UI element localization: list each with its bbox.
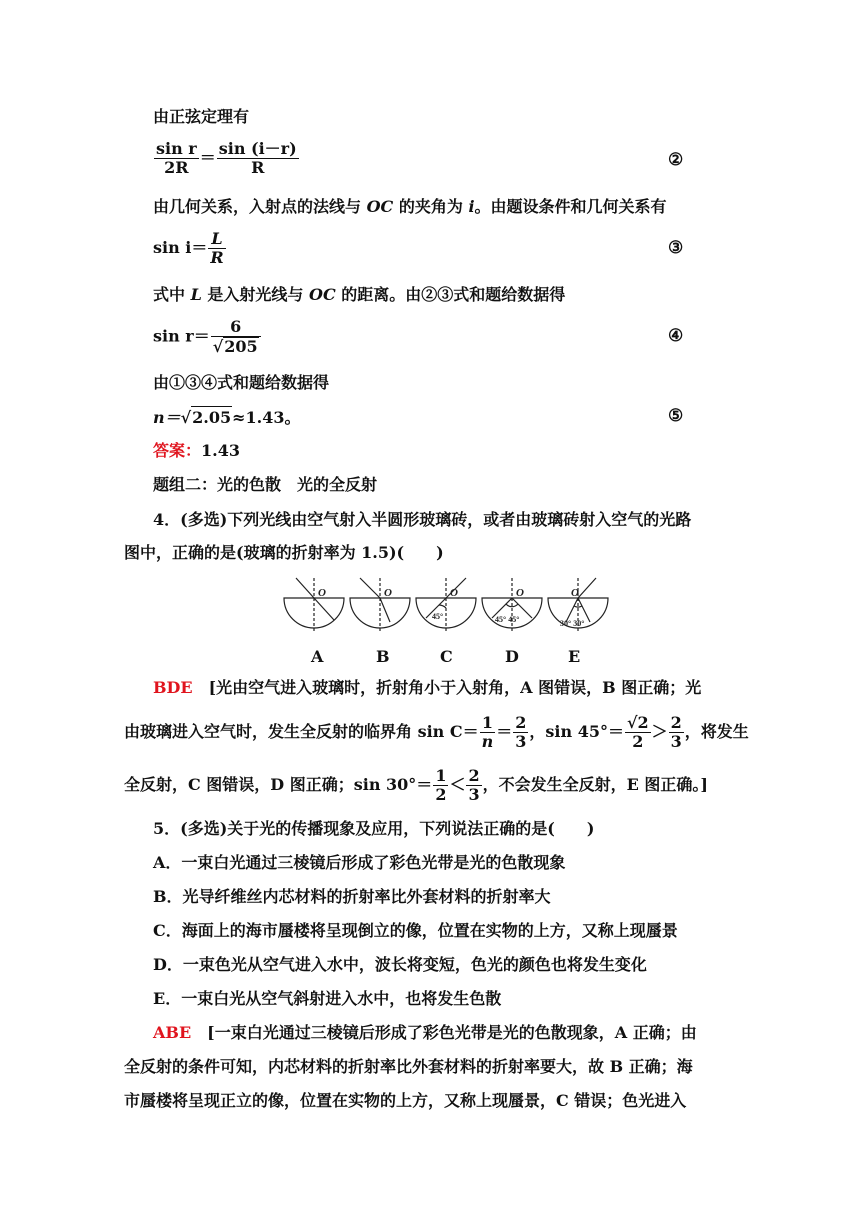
question-4-explanation-3: 全反射，C 图错误，D 图正确；sin 30°＝ $\frac{1}{2}$ ＜ $\frac{2}{3}$ ，不会发生全反射，E 图正确。]: [124, 766, 708, 804]
question-5-option-e: E．一束白光从空气斜射进入水中，也将发生色散: [153, 989, 502, 1008]
question-5-option-c: C．海面上的海市蜃楼将呈现倒立的像，位置在实物的上方，又称上现蜃景: [153, 921, 678, 940]
section-heading: 题组二：光的色散 光的全反射: [153, 475, 378, 494]
svg-text:O: O: [571, 587, 579, 599]
question-5-option-a: A．一束白光通过三棱镜后形成了彩色光带是光的色散现象: [153, 853, 566, 872]
equation-5: n＝√2.05≈1.43。: [153, 408, 301, 427]
diagram-label-b: B: [376, 647, 390, 666]
diagram-label-e: E: [568, 647, 581, 666]
svg-text:O: O: [384, 587, 392, 599]
equation-tag-3: ③: [668, 238, 684, 258]
text-line-1: 由正弦定理有: [153, 107, 250, 126]
question-4-explanation-2: 由玻璃进入空气时，发生全反射的临界角 sin C＝ $\frac{1}{n}$ ＝ $\frac{2}{3}$ ，sin 45°＝ $\frac{√2}{2}$ ＞ $\frac{2}{3}$ ，将发生: [124, 713, 749, 751]
question-4-stem-1: 4．(多选)下列光线由空气射入半圆形玻璃砖，或者由玻璃砖射入空气的光路: [153, 510, 692, 529]
svg-text:O: O: [318, 587, 326, 599]
question-5-option-d: D．一束色光从空气进入水中，波长将变短，色光的颜色也将发生变化: [153, 955, 647, 974]
text-line-3: 由几何关系，入射点的法线与 OC 的夹角为 i。由题设条件和几何关系有: [153, 197, 667, 216]
equation-tag-5: ⑤: [668, 406, 684, 426]
equation-4: sin r＝ $\frac{6}{√205}$: [153, 318, 262, 356]
refraction-diagrams: [278, 572, 618, 638]
question-5-explanation-1: ABE [一束白光通过三棱镜后形成了彩色光带是光的色散现象，A 正确；由: [153, 1023, 697, 1042]
svg-text:30° 30°: 30° 30°: [560, 619, 585, 628]
text-line-5: 式中 L 是入射光线与 OC 的距离。由②③式和题给数据得: [153, 285, 566, 304]
svg-text:45° 45°: 45° 45°: [495, 615, 520, 624]
svg-text:45°: 45°: [432, 612, 444, 621]
diagram-label-a: A: [311, 647, 324, 666]
equation-tag-4: ④: [668, 326, 684, 346]
question-4-explanation-1: BDE [光由空气进入玻璃时，折射角小于入射角，A 图错误，B 图正确；光: [153, 678, 702, 697]
question-5-explanation-3: 市蜃楼将呈现正立的像，位置在实物的上方，又称上现蜃景，C 错误；色光进入: [124, 1091, 687, 1110]
question-5-explanation-2: 全反射的条件可知，内芯材料的折射率比外套材料的折射率要大，故 B 正确；海: [124, 1057, 693, 1076]
question-4-stem-2: 图中，正确的是(玻璃的折射率为 1.5)( ): [124, 543, 444, 562]
equation-2: $\frac{\text{sin r}}{2R}$ ＝ $\frac{\sin (i-r)}{R}$: [156, 139, 297, 177]
question-5-option-b: B．光导纤维丝内芯材料的折射率比外套材料的折射率大: [153, 887, 551, 906]
diagram-label-c: C: [440, 647, 453, 666]
svg-text:O: O: [516, 587, 524, 599]
text-line-7: 由①③④式和题给数据得: [153, 373, 330, 392]
equation-3: sin i＝ $\frac{L}{R}$: [153, 229, 224, 267]
equation-tag-2: ②: [668, 150, 684, 170]
diagram-label-d: D: [505, 647, 519, 666]
svg-text:O: O: [450, 587, 458, 599]
question-5-stem: 5．(多选)关于光的传播现象及应用，下列说法正确的是( ): [153, 819, 595, 838]
answer-line: 答案：1.43: [153, 441, 240, 460]
